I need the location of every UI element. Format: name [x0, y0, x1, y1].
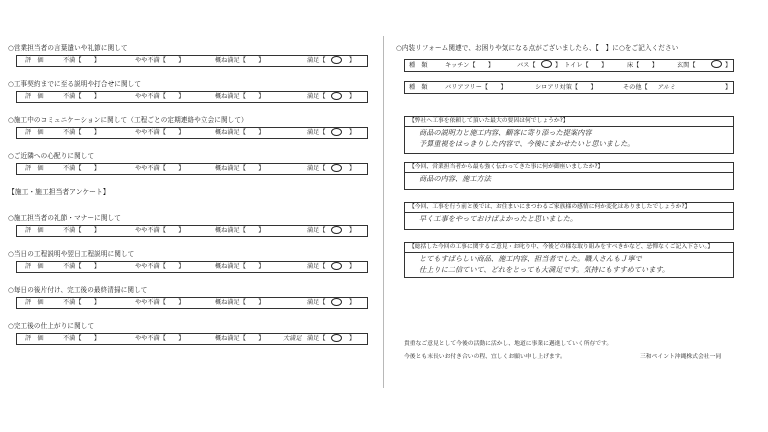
rating-somewhat-dissatisfied: やや不満【 】	[135, 165, 185, 172]
type-label: 種 類	[409, 62, 428, 69]
handwritten-answer: 早く工事をやっておけばよかったと思いました。	[419, 214, 578, 223]
rating-satisfied: 満足【	[307, 57, 326, 64]
rating-somewhat-dissatisfied: やや不満【 】	[135, 299, 185, 306]
question-box-reason	[404, 116, 734, 154]
handwritten-answer: 商品の内容、施工方法	[419, 174, 491, 183]
rating-satisfied: 満足【	[307, 165, 326, 172]
question-title: ○ご近隣への心配りに関して	[8, 152, 95, 160]
rating-row	[16, 163, 368, 175]
rating-somewhat-dissatisfied: やや不満【 】	[135, 335, 185, 342]
rating-satisfied: 満足【	[307, 227, 326, 234]
rating-label: 評 価	[25, 263, 44, 270]
rating-row	[16, 127, 368, 139]
rating-somewhat-dissatisfied: やや不満【 】	[135, 93, 185, 100]
rating-satisfied: 満足【	[307, 129, 326, 136]
rating-close: 】	[349, 335, 356, 342]
question-box-change	[404, 202, 734, 230]
answer-circle	[711, 60, 722, 68]
rating-somewhat-dissatisfied: やや不満【 】	[135, 129, 185, 136]
reform-intro: ○内装リフォーム関連で、お困りや気になる点がございましたら、【 】に○をご記入ください	[396, 44, 679, 52]
question-title: 【今回、工事を行う前と後では、お住まいにまつわるご家族様の感情に何か変化はありましたでしょうか?】	[405, 203, 733, 213]
question-title: ○完工後の仕上がりに関して	[8, 322, 95, 330]
rating-close: 】	[349, 57, 356, 64]
column-divider	[383, 36, 384, 388]
rating-label: 評 価	[25, 165, 44, 172]
question-title: ○工事契約までに至る説明や打合せに関して	[8, 80, 142, 88]
type-row-2	[404, 81, 734, 94]
type-bath: バス【	[517, 62, 536, 69]
rating-mostly-satisfied: 概ね満足【 】	[215, 57, 265, 64]
rating-row	[16, 297, 368, 309]
question-block	[8, 322, 370, 345]
left-column	[8, 44, 370, 358]
rating-mostly-satisfied: 概ね満足【 】	[215, 165, 265, 172]
right-column	[396, 44, 750, 360]
type-label: 種 類	[409, 84, 428, 91]
rating-row	[16, 91, 368, 103]
question-block	[8, 80, 370, 103]
rating-close: 】	[349, 93, 356, 100]
rating-label: 評 価	[25, 227, 44, 234]
rating-satisfied: 満足【	[307, 93, 326, 100]
answer-circle	[331, 128, 342, 136]
type-barrierfree: バリアフリー【 】	[445, 84, 507, 91]
rating-label: 評 価	[25, 299, 44, 306]
rating-label: 評 価	[25, 335, 44, 342]
question-title: ○当日の工程説明や翌日工程説明に関して	[8, 250, 135, 258]
rating-dissatisfied: 不満【 】	[63, 93, 101, 100]
question-title: 【今回、営業担当者から最も強く伝わってきた事に何が御座いましたか?】	[405, 163, 733, 173]
rating-dissatisfied: 不満【 】	[63, 299, 101, 306]
question-block	[8, 250, 370, 273]
rating-dissatisfied: 不満【 】	[63, 165, 101, 172]
type-entrance: 玄関【	[677, 62, 696, 69]
rating-somewhat-dissatisfied: やや不満【 】	[135, 227, 185, 234]
question-title: ○営業担当者の言葉遣いや礼節に関して	[8, 44, 128, 52]
rating-mostly-satisfied: 概ね満足【 】	[215, 335, 265, 342]
question-block	[8, 44, 370, 67]
rating-row	[16, 225, 368, 237]
type-kitchen: キッチン【 】	[445, 62, 495, 69]
footer-note-2: 今後とも末長いお付き合いの程、宜しくお願い申し上げます。	[404, 354, 566, 360]
rating-close: 】	[349, 299, 356, 306]
question-title: ○施工担当者の礼節・マナーに関して	[8, 214, 121, 222]
rating-close: 】	[349, 165, 356, 172]
handwritten-answer: 仕上りに二信ていて、どれをとっても大満足です。気持にもすすめています。	[419, 265, 670, 274]
rating-satisfied: 満足【	[307, 263, 326, 270]
type-floor: 床【 】	[627, 62, 658, 69]
question-title: 【弊社へ工事を依頼して頂いた最大の要因は何でしょうか?】	[405, 117, 733, 127]
rating-satisfied: 満足【	[307, 299, 326, 306]
rating-mostly-satisfied: 概ね満足【 】	[215, 93, 265, 100]
question-box-feedback	[404, 242, 734, 278]
question-title: ○毎日の後片付け、完工後の最終清掃に関して	[8, 286, 148, 294]
rating-close: 】	[349, 263, 356, 270]
type-termite: シロアリ対策【 】	[535, 84, 597, 91]
question-block	[8, 116, 370, 139]
answer-circle	[331, 56, 342, 64]
rating-dissatisfied: 不満【 】	[63, 129, 101, 136]
handwritten-answer: 商品の説明力と施工内容、顧客に寄り添った提案内容	[419, 128, 592, 137]
rating-somewhat-dissatisfied: やや不満【 】	[135, 57, 185, 64]
answer-circle	[331, 92, 342, 100]
rating-mostly-satisfied: 概ね満足【 】	[215, 299, 265, 306]
question-title: ○施工中のコミュニケーションに関して（工程ごとの定期連絡や立会に関して）	[8, 116, 248, 124]
question-block	[8, 214, 370, 237]
question-block	[8, 286, 370, 309]
question-block	[8, 152, 370, 175]
rating-label: 評 価	[25, 57, 44, 64]
answer-circle	[331, 262, 342, 270]
type-other: その他【	[623, 84, 648, 91]
rating-somewhat-dissatisfied: やや不満【 】	[135, 263, 185, 270]
company-name: 三和ペイント沖縄株式会社一同	[640, 354, 722, 360]
rating-label: 評 価	[25, 129, 44, 136]
question-title: 【総括した今回の工事に関するご意見・お叱り中、今後どの様な取り組みをすべきかなど、忌憚なくご記入下さい。】	[405, 243, 733, 253]
rating-mostly-satisfied: 概ね満足【 】	[215, 227, 265, 234]
footer-note-1: 貴重なご意見として今後の活動に活かし、地道に事業に邁進していく所存です。	[404, 341, 613, 347]
rating-mostly-satisfied: 概ね満足【 】	[215, 129, 265, 136]
rating-mostly-satisfied: 概ね満足【 】	[215, 263, 265, 270]
question-box-impression	[404, 162, 734, 190]
handwritten-other: アルミ	[657, 84, 676, 91]
answer-circle	[541, 60, 552, 68]
answer-circle	[331, 164, 342, 172]
answer-circle	[331, 334, 342, 342]
answer-circle	[331, 226, 342, 234]
rating-satisfied: 満足【	[307, 335, 326, 342]
handwritten-answer: 予算重視をはっきりした内容で、今後にまかせたいと思いました。	[419, 139, 635, 148]
type-close: 】	[725, 84, 732, 91]
handwritten-answer: とてもすばらしい商品、施工内容、担当者でした。職人さんもＪ寧で	[419, 254, 642, 263]
answer-circle	[331, 298, 342, 306]
type-close: 】	[725, 62, 732, 69]
type-row-1	[404, 59, 734, 72]
handwritten-mark: 大満足	[283, 335, 302, 342]
rating-row	[16, 333, 368, 345]
rating-dissatisfied: 不満【 】	[63, 227, 101, 234]
rating-row	[16, 261, 368, 273]
rating-row	[16, 55, 368, 67]
rating-close: 】	[349, 129, 356, 136]
rating-dissatisfied: 不満【 】	[63, 335, 101, 342]
rating-dissatisfied: 不満【 】	[63, 57, 101, 64]
rating-close: 】	[349, 227, 356, 234]
rating-dissatisfied: 不満【 】	[63, 263, 101, 270]
section-heading: 【施工・施工担当者アンケート】	[8, 188, 110, 196]
rating-label: 評 価	[25, 93, 44, 100]
type-toilet: 】 トイレ【 】	[555, 62, 608, 69]
